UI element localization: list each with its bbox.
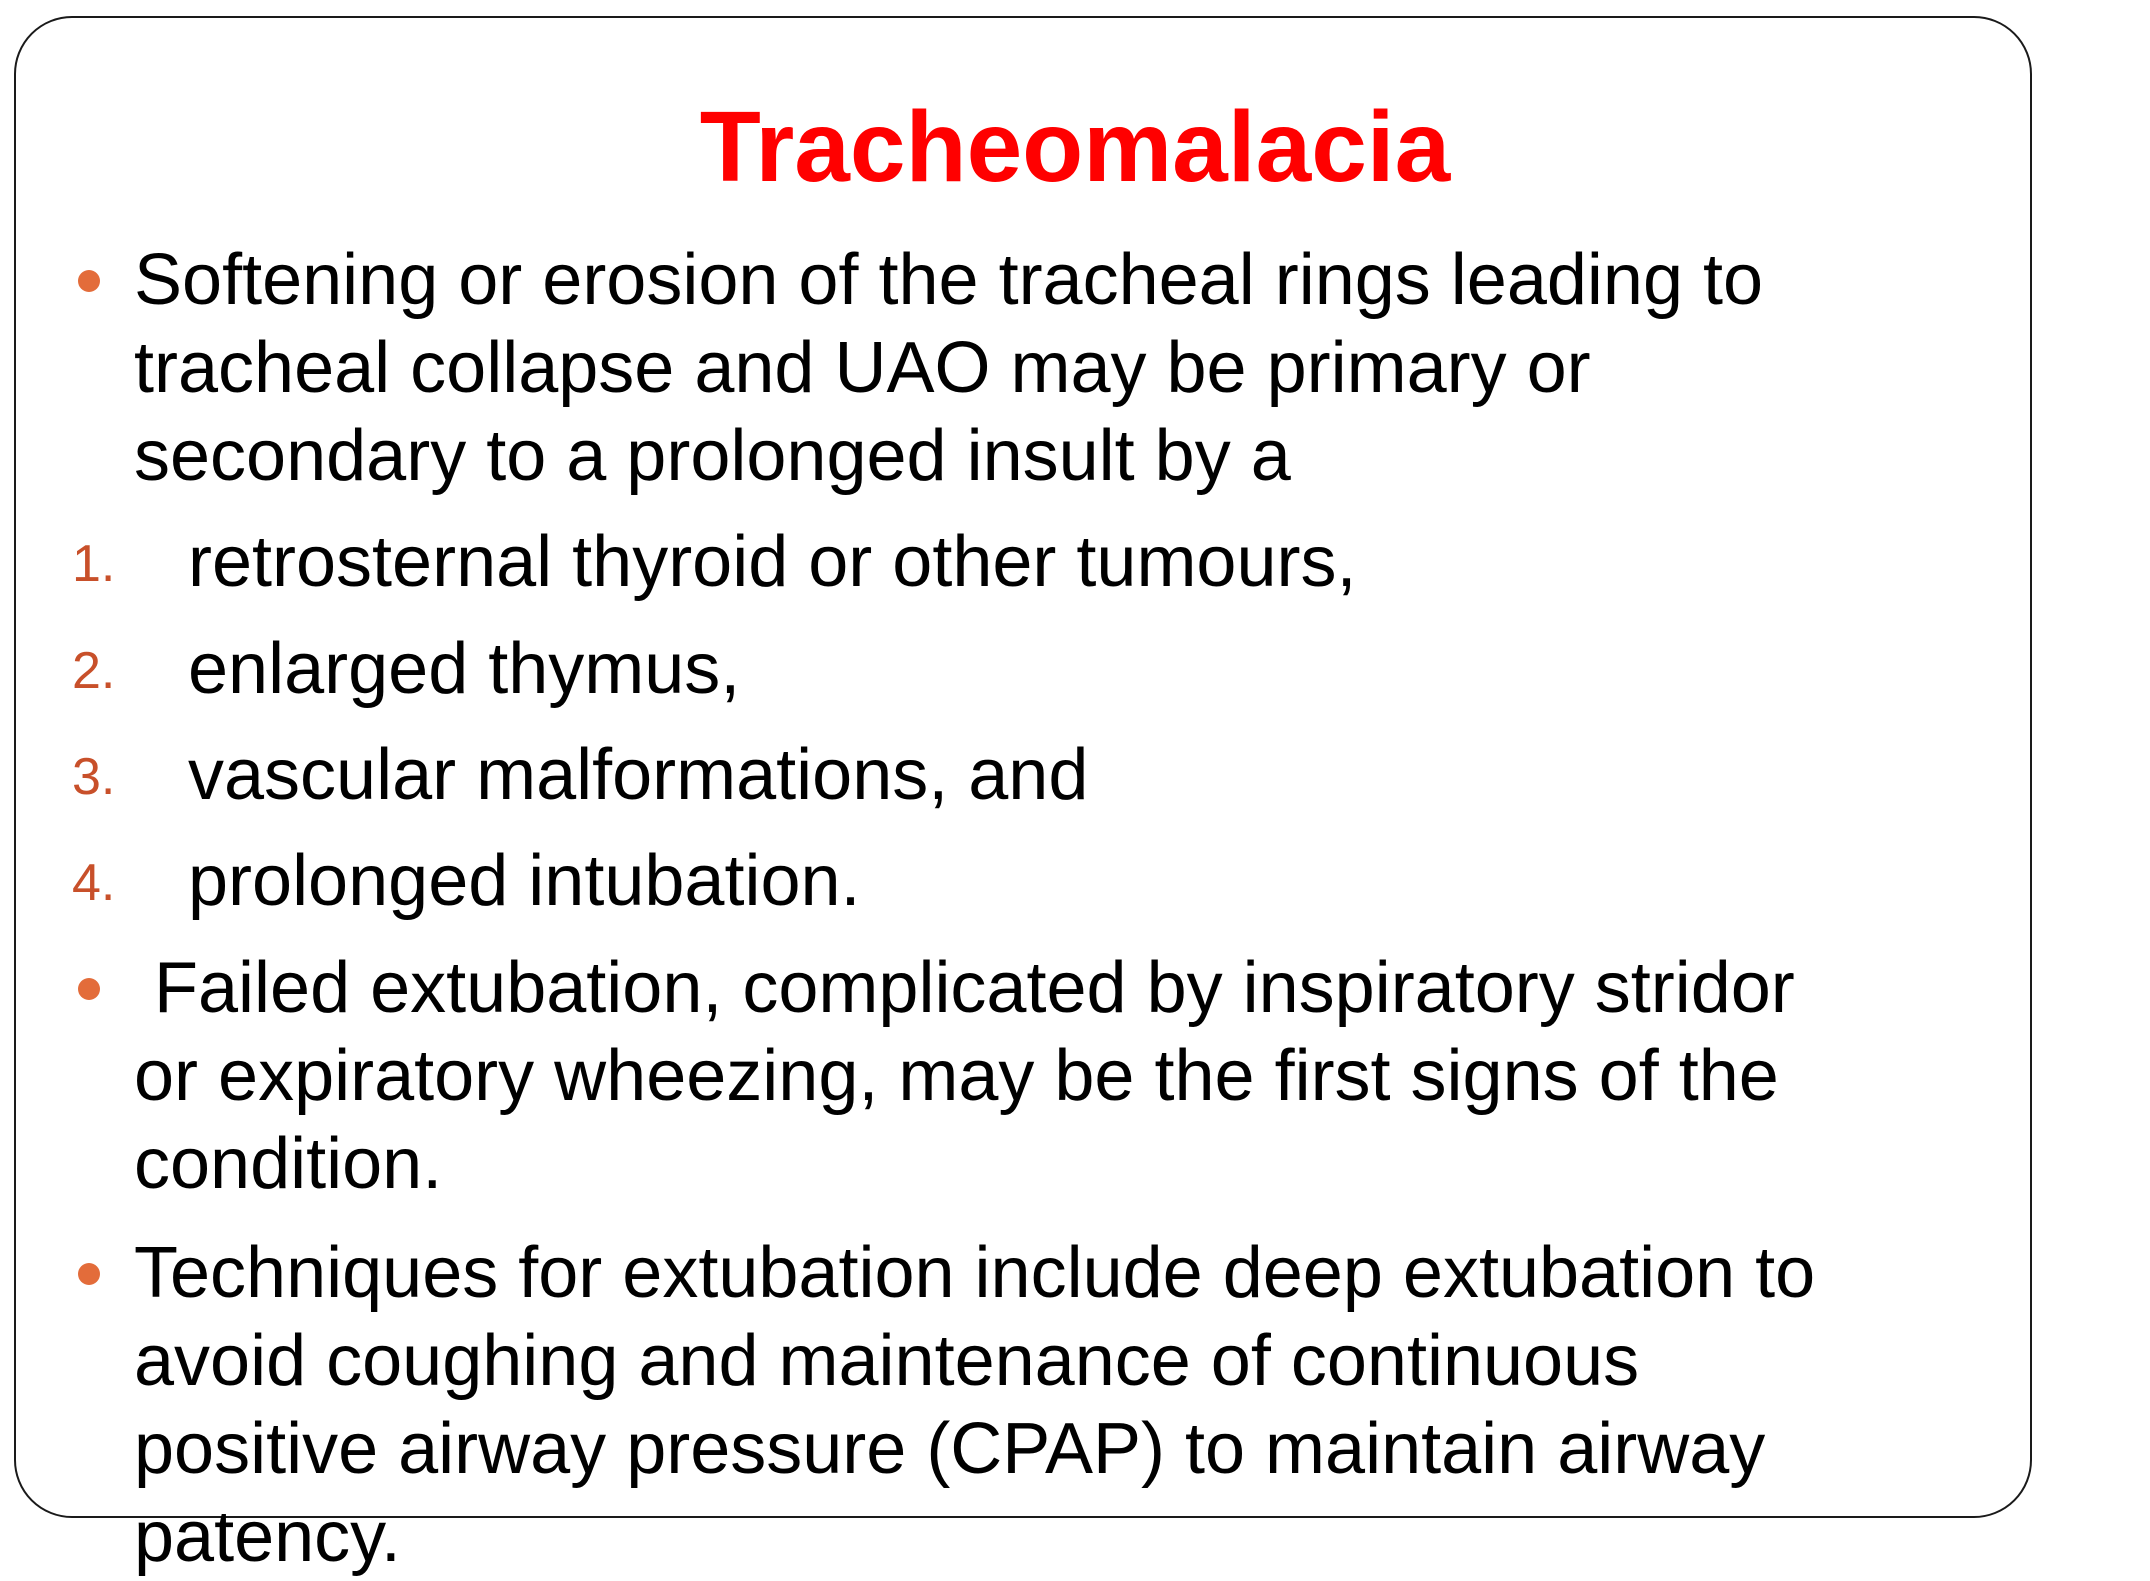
list-item-1: retrosternal thyroid or other tumours, bbox=[188, 522, 1357, 602]
bullet-2-line-3: condition. bbox=[134, 1124, 443, 1204]
bullet-dot-icon bbox=[78, 270, 100, 292]
bullet-dot-icon bbox=[78, 978, 100, 1000]
list-number-1: 1. bbox=[72, 535, 116, 593]
list-item-2: enlarged thymus, bbox=[188, 629, 741, 709]
bullet-3-line-1: Techniques for extubation include deep extubation to bbox=[134, 1233, 1816, 1313]
slide-title: Tracheomalacia bbox=[699, 91, 1451, 203]
bullet-3-line-4: patency. bbox=[134, 1497, 401, 1577]
bullet-1-line-1: Softening or erosion of the tracheal rings leading to bbox=[134, 240, 1764, 320]
list-number-4: 4. bbox=[72, 854, 116, 912]
bullet-3-line-3: positive airway pressure (CPAP) to maintain airway bbox=[134, 1409, 1766, 1489]
bullet-3-line-2: avoid coughing and maintenance of continuous bbox=[134, 1321, 1640, 1401]
list-item-3: vascular malformations, and bbox=[188, 735, 1089, 815]
list-item-4: prolonged intubation. bbox=[188, 841, 861, 921]
bullet-2-line-2: or expiratory wheezing, may be the first signs of the bbox=[134, 1036, 1779, 1116]
bullet-dot-icon bbox=[78, 1263, 100, 1285]
bullet-1-line-3: secondary to a prolonged insult by a bbox=[134, 416, 1291, 496]
bullet-1-line-2: tracheal collapse and UAO may be primary or bbox=[134, 328, 1591, 408]
bullet-2-line-1: Failed extubation, complicated by inspiratory stridor bbox=[134, 948, 1795, 1028]
list-number-2: 2. bbox=[72, 642, 116, 700]
list-number-3: 3. bbox=[72, 748, 116, 806]
